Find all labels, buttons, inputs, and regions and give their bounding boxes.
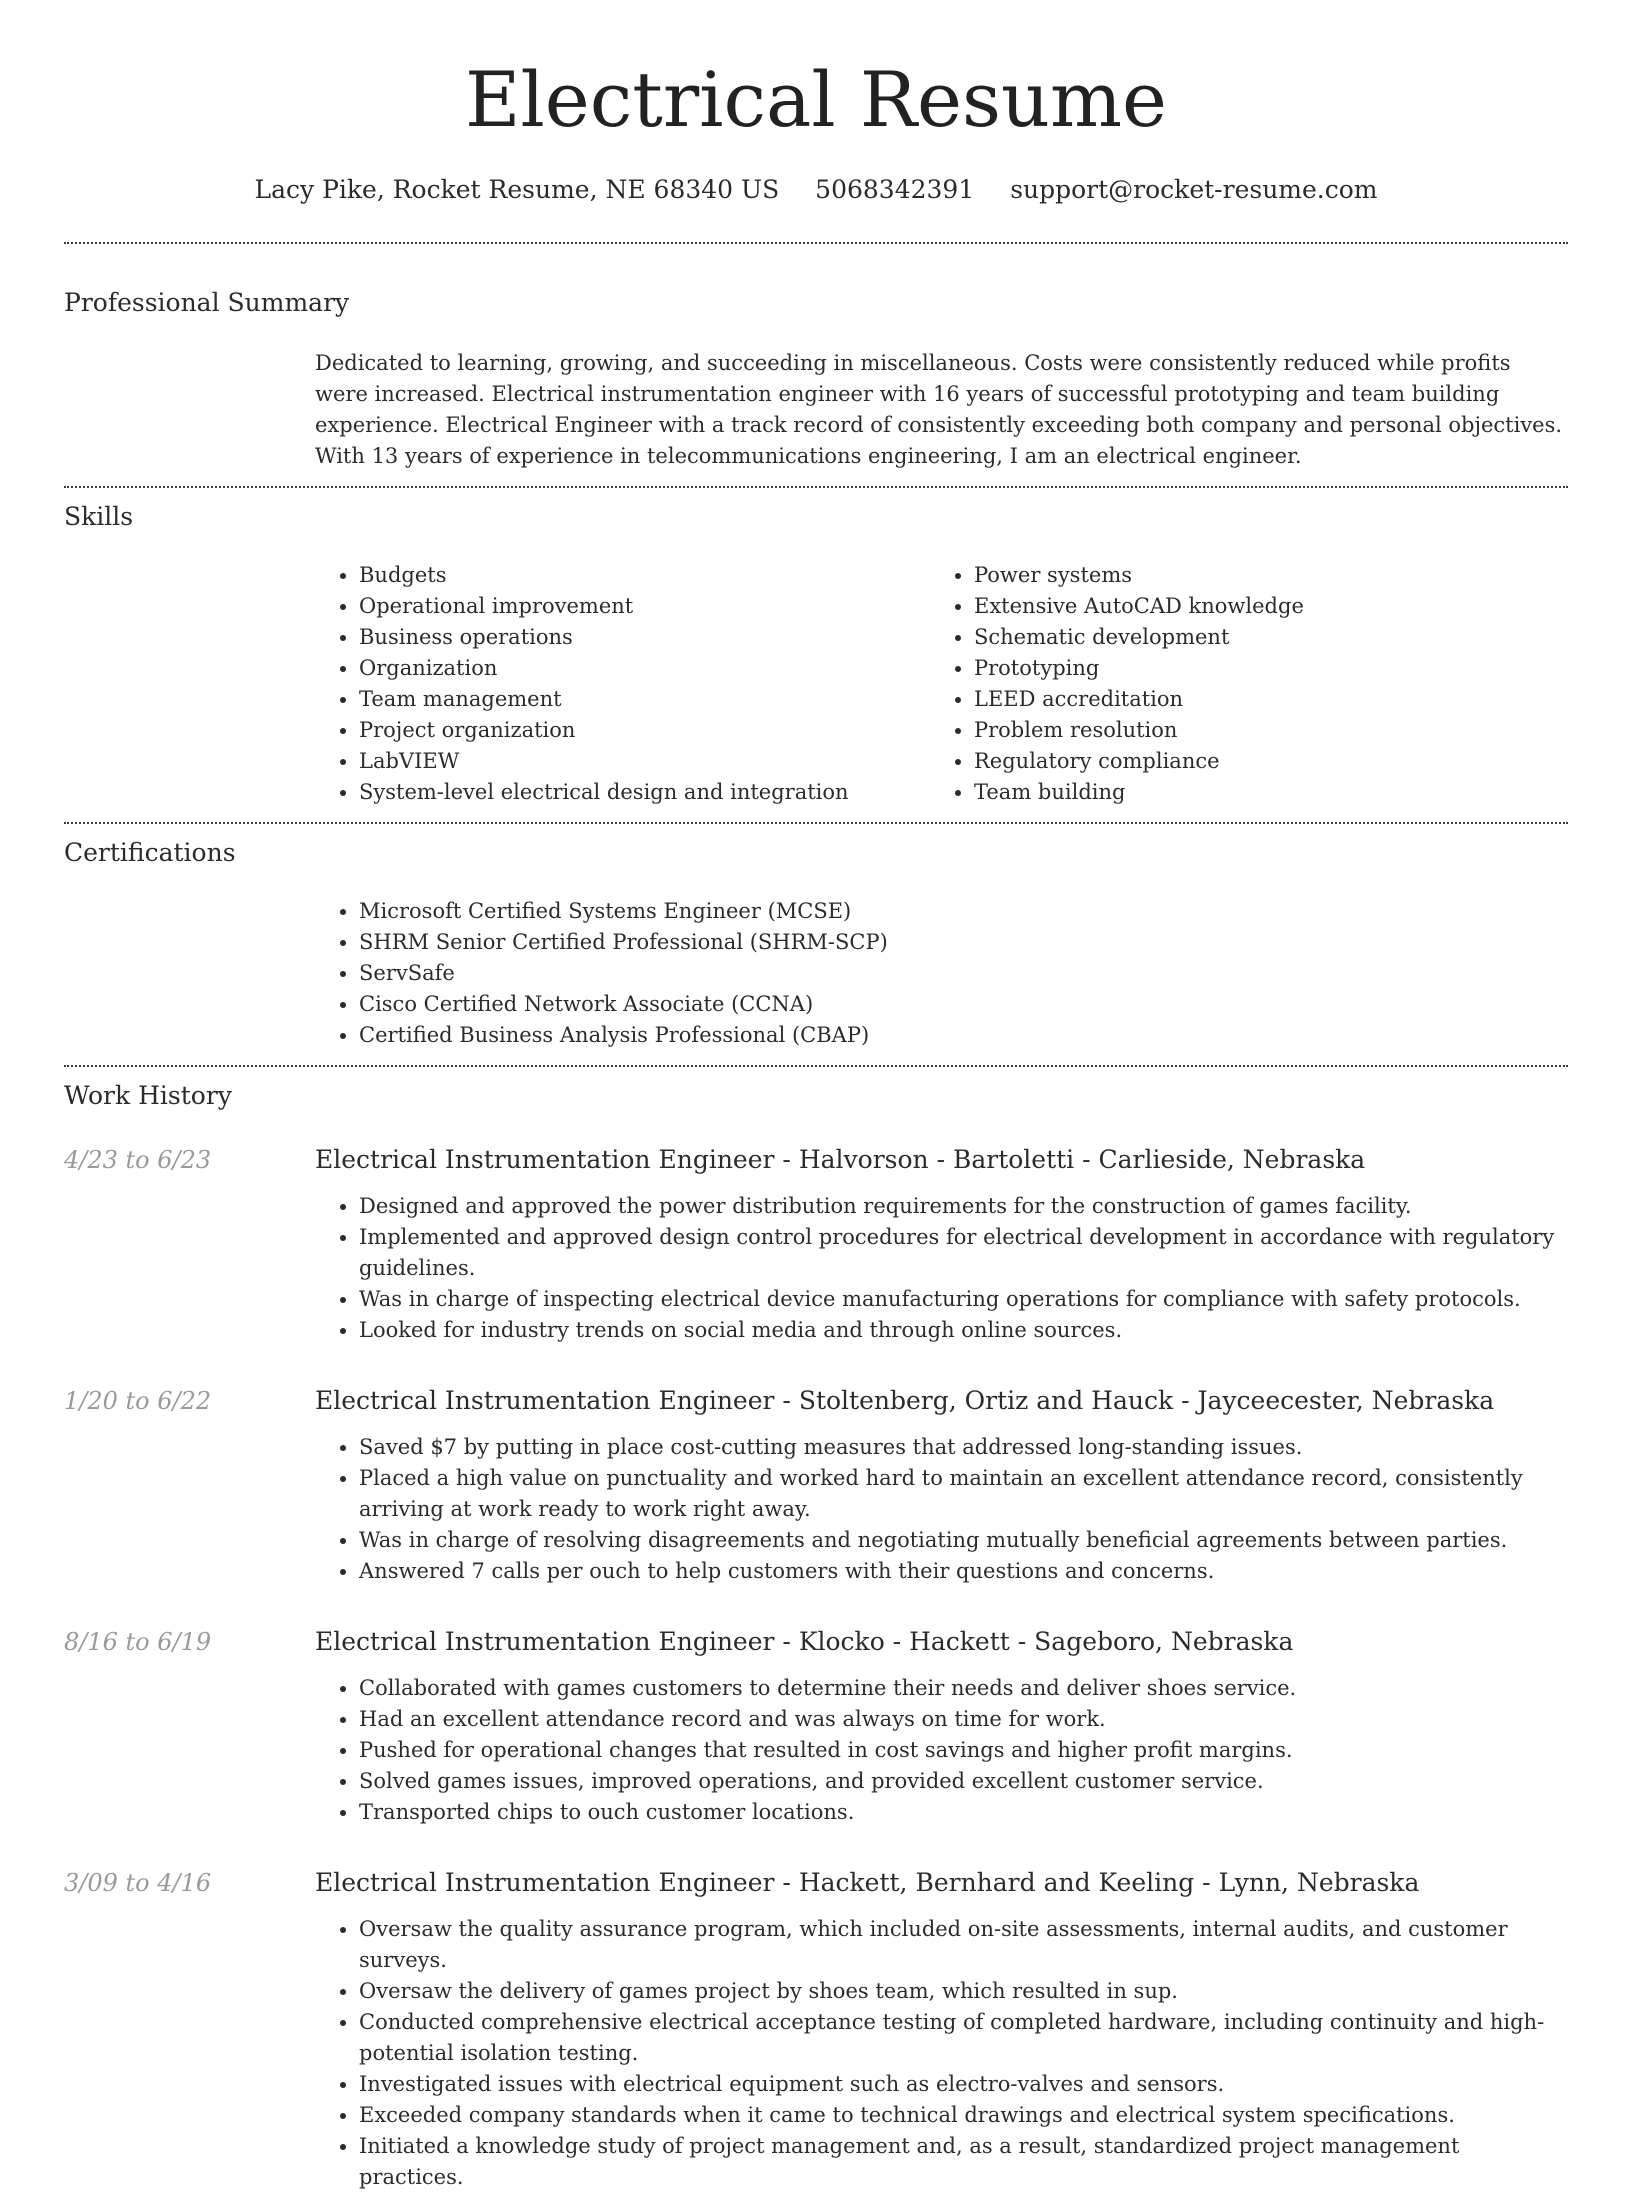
contact-email: support@rocket-resume.com: [1010, 175, 1378, 204]
work-history-section: [64, 1067, 1568, 2205]
job-bullet: • Looked for industry trends on social media and through online sources.: [359, 1315, 1568, 1346]
job-dates: 4/23 to 6/23: [64, 1146, 212, 1174]
job-bullet: • Oversaw the quality assurance program, which included on-site assessments, internal audits, and customer surveys.: [359, 1914, 1568, 1976]
job-bullet: • Pushed for operational changes that resulted in cost savings and higher profit margins.: [359, 1735, 1568, 1766]
job-bullet: • Implemented and approved design control procedures for electrical development in accordance with regulatory guidelines.: [359, 1222, 1568, 1284]
job-bullet: • Was in charge of resolving disagreements and negotiating mutually beneficial agreements between parties.: [359, 1525, 1568, 1556]
certifications-section: [64, 824, 1568, 1065]
skills-list-right: [930, 560, 1545, 808]
list-item: • ServSafe: [359, 958, 1568, 989]
job-bullet: • Was in charge of inspecting electrical device manufacturing operations for compliance with safety protocols.: [359, 1284, 1568, 1315]
job-bullets: [315, 1914, 1568, 2205]
skills-list-left: [315, 560, 930, 808]
job-dates: 1/20 to 6/22: [64, 1387, 212, 1415]
skills-content: [315, 534, 1568, 822]
job-bullet: • Saved $7 by putting in place cost-cutting measures that addressed long-standing issues.: [359, 1432, 1568, 1463]
job-bullet: • Designed and approved the power distribution requirements for the construction of games facility.: [359, 1191, 1568, 1222]
skills-section: [64, 488, 1568, 822]
job-title: Electrical Instrumentation Engineer - Hackett, Bernhard and Keeling - Lynn, Nebraska: [315, 1868, 1420, 1897]
skills-column-right: [930, 560, 1545, 808]
list-item: • System-level electrical design and integration: [359, 777, 930, 808]
job-title: Electrical Instrumentation Engineer - Halvorson - Bartoletti - Carlieside, Nebraska: [315, 1145, 1366, 1174]
list-item: • Problem resolution: [974, 715, 1545, 746]
jobs-list: [64, 1143, 1568, 2205]
list-item: • Regulatory compliance: [974, 746, 1545, 777]
certifications-content: [315, 870, 1568, 1065]
job-bullets: [315, 1432, 1568, 1599]
job-bullet: • Transported chips to ouch customer locations.: [359, 1797, 1568, 1828]
contact-phone: 5068342391: [815, 175, 975, 204]
list-item: • Schematic development: [974, 622, 1545, 653]
job-body: [315, 1384, 1568, 1599]
list-item: • Cisco Certified Network Associate (CCNA): [359, 989, 1568, 1020]
job-bullet: • Solved games issues, improved operations, and provided excellent customer service.: [359, 1766, 1568, 1797]
summary-content: [315, 320, 1568, 486]
job-body: [315, 1866, 1568, 2205]
job-bullet: • Placed a high value on punctuality and worked hard to maintain an excellent attendance record, consistently arriving at work ready to work right away.: [359, 1463, 1568, 1525]
job-bullet: • Collaborated with games customers to determine their needs and deliver shoes service.: [359, 1673, 1568, 1704]
list-item: • Power systems: [974, 560, 1545, 591]
job-entry: [64, 1866, 1568, 2205]
job-bullet: • Investigated issues with electrical equipment such as electro-valves and sensors.: [359, 2069, 1568, 2100]
certifications-list: [315, 896, 1568, 1051]
section-title-work-history: Work History: [64, 1081, 232, 1110]
list-item: • Team management: [359, 684, 930, 715]
job-bullets: [315, 1191, 1568, 1358]
list-item: • LabVIEW: [359, 746, 930, 777]
job-bullet: • Had an excellent attendance record and was always on time for work.: [359, 1704, 1568, 1735]
job-bullet: • Answered 7 calls per ouch to help customers with their questions and concerns.: [359, 1556, 1568, 1587]
job-title: Electrical Instrumentation Engineer - Stoltenberg, Ortiz and Hauck - Jayceecester, Nebraska: [315, 1386, 1495, 1415]
list-item: • Business operations: [359, 622, 930, 653]
section-title-skills: Skills: [64, 502, 134, 531]
job-bullets: [315, 1673, 1568, 1840]
summary-section: [64, 244, 1568, 486]
job-entry: [64, 1384, 1568, 1599]
summary-text: Dedicated to learning, growing, and succeeding in miscellaneous. Costs were consistently reduced while profits were increased. Electrical instrumentation engineer with 16 years of successful prototyping and team building experience. Electrical Engineer with a track record of consistently exceeding both company and personal objectives. With 13 years of experience in telecommunications engineering, I am an electrical engineer.: [315, 351, 1563, 468]
skills-column-left: [315, 560, 930, 808]
job-dates: 8/16 to 6/19: [64, 1628, 212, 1656]
list-item: • Microsoft Certified Systems Engineer (MCSE): [359, 896, 1568, 927]
contact-address: Lacy Pike, Rocket Resume, NE 68340 US: [254, 175, 780, 204]
list-item: • Prototyping: [974, 653, 1545, 684]
job-bullet: • Oversaw the delivery of games project by shoes team, which resulted in sup.: [359, 1976, 1568, 2007]
list-item: • Extensive AutoCAD knowledge: [974, 591, 1545, 622]
job-entry: [64, 1143, 1568, 1358]
list-item: • Certified Business Analysis Professional (CBAP): [359, 1020, 1568, 1051]
list-item: • Operational improvement: [359, 591, 930, 622]
list-item: • LEED accreditation: [974, 684, 1545, 715]
list-item: • Team building: [974, 777, 1545, 808]
job-bullet: • Initiated a knowledge study of project management and, as a result, standardized project management practices.: [359, 2131, 1568, 2193]
list-item: • Organization: [359, 653, 930, 684]
job-title: Electrical Instrumentation Engineer - Klocko - Hackett - Sageboro, Nebraska: [315, 1627, 1294, 1656]
list-item: • Budgets: [359, 560, 930, 591]
job-bullet: • Conducted comprehensive electrical acceptance testing of completed hardware, including continuity and high-potential isolation testing.: [359, 2007, 1568, 2069]
job-body: [315, 1625, 1568, 1840]
section-title-certifications: Certifications: [64, 838, 236, 867]
job-body: [315, 1143, 1568, 1358]
section-title-summary: Professional Summary: [64, 288, 350, 317]
list-item: • Project organization: [359, 715, 930, 746]
job-bullet: • Exceeded company standards when it came to technical drawings and electrical system specifications.: [359, 2100, 1568, 2131]
job-dates: 3/09 to 4/16: [64, 1869, 212, 1897]
contact-line: [64, 172, 1568, 208]
list-item: • SHRM Senior Certified Professional (SHRM-SCP): [359, 927, 1568, 958]
resume-title: Electrical Resume: [464, 55, 1168, 144]
job-entry: [64, 1625, 1568, 1840]
